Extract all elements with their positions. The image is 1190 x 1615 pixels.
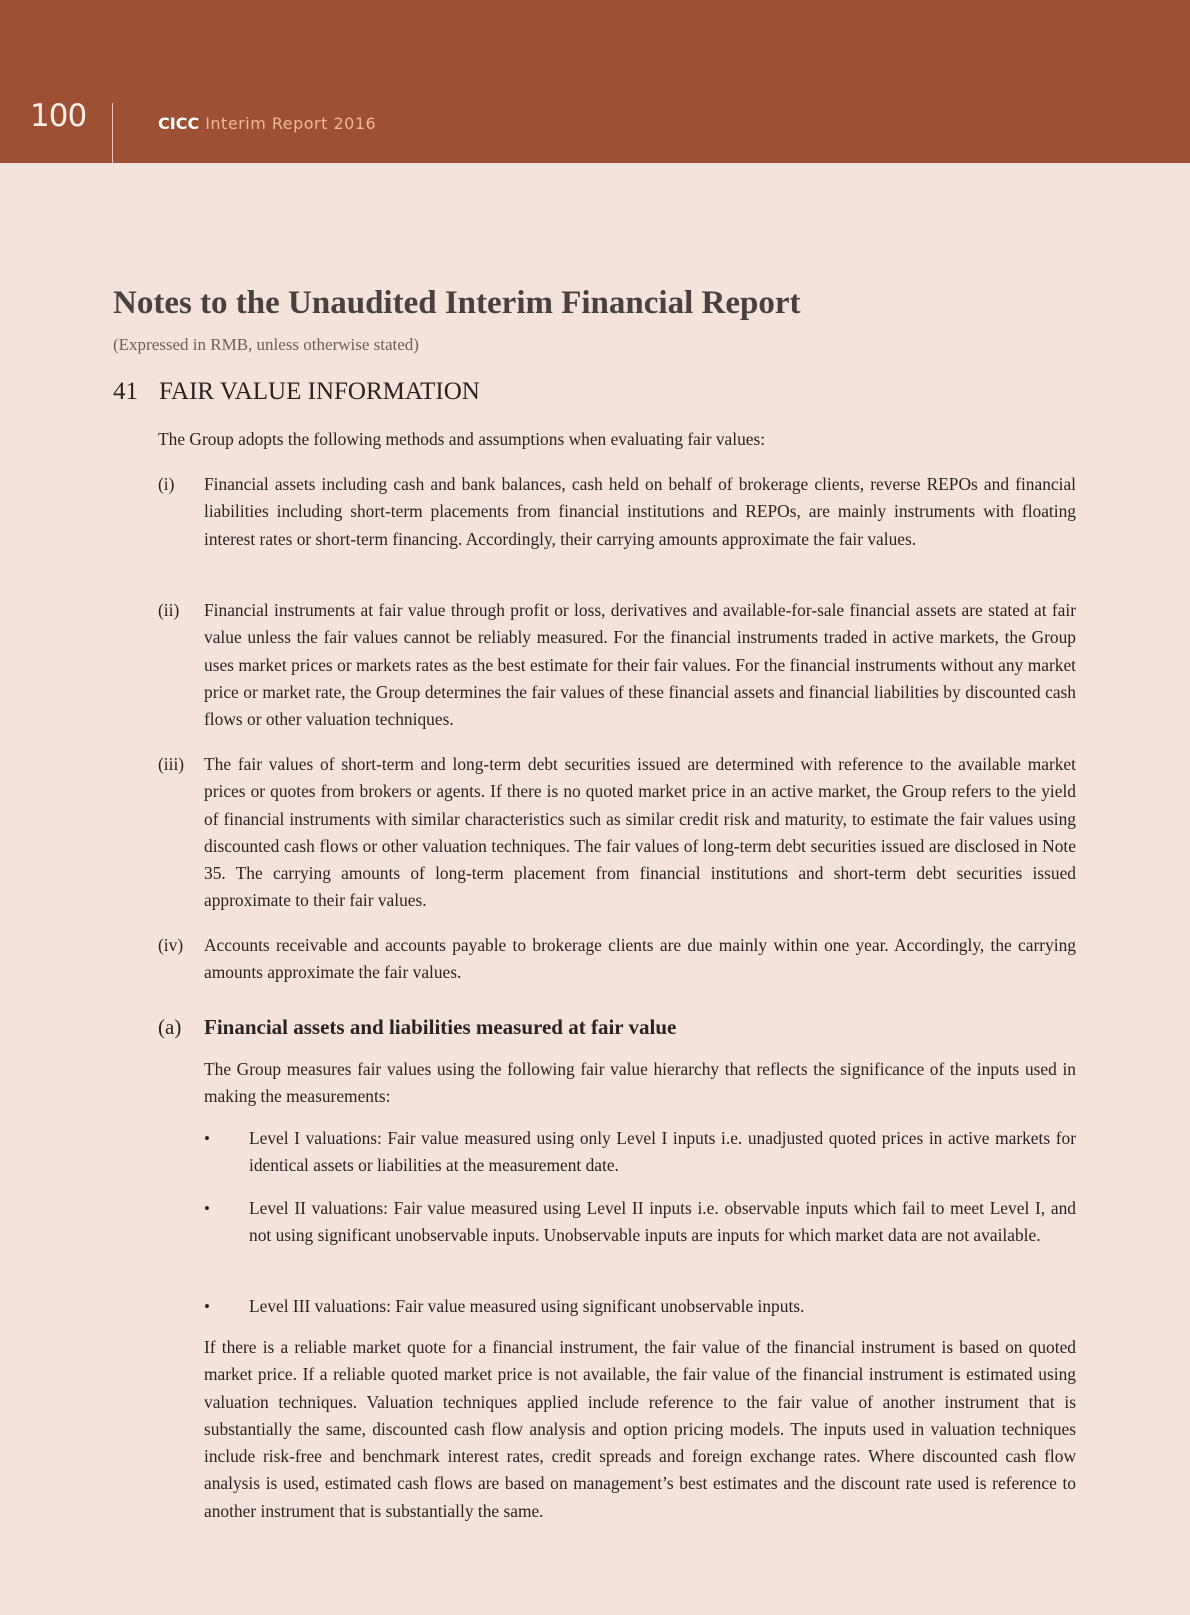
bullet-text: Level II valuations: Fair value measured using Level II inputs i.e. observable inputs which fail to meet Level I, and not using significant unobservable inputs. Unobservable inputs are inputs for which market data are not available. bbox=[249, 1198, 1076, 1246]
bullet-icon: • bbox=[204, 1129, 210, 1148]
bullet-text: Level III valuations: Fair value measured using significant unobservable inputs. bbox=[249, 1296, 805, 1316]
subsection-marker: (a) bbox=[158, 1015, 182, 1039]
list-item-marker: (iii) bbox=[158, 754, 185, 774]
list-item bbox=[158, 471, 1076, 553]
report-name: Interim Report 2016 bbox=[205, 114, 377, 133]
list-item bbox=[158, 751, 1076, 915]
list-item-text: Financial assets including cash and bank balances, cash held on behalf of brokerage clients, reverse REPOs and financial liabilities including short-term placements from financial institutions and REPOs, are mainly instruments with floating interest rates or short-term financing. Accordingly, their carrying amounts approximate the fair values. bbox=[204, 474, 1076, 549]
bullet-item bbox=[204, 1125, 1076, 1180]
page-number: 100 bbox=[30, 98, 87, 134]
header-divider bbox=[112, 103, 113, 163]
bullet-item bbox=[204, 1195, 1076, 1250]
list-item bbox=[158, 932, 1076, 987]
section-title: FAIR VALUE INFORMATION bbox=[159, 378, 480, 405]
closing-paragraph: If there is a reliable market quote for a financial instrument, the fair value of the financial instrument is based on quoted market price. If a reliable quoted market price is not available, the fair value of the financial instrument is estimated using valuation techniques. Valuation techniques applied include reference to the fair value of another instrument that is substantially the same, discounted cash flow analysis and option pricing models. The inputs used in valuation techniques include risk-free and benchmark interest rates, credit spreads and foreign exchange rates. Where discounted cash flow analysis is used, estimated cash flows are based on management’s best estimates and the discount rate used is reference to another instrument that is substantially the same. bbox=[204, 1337, 1076, 1521]
bullet-icon: • bbox=[204, 1297, 210, 1316]
header-band bbox=[0, 0, 1190, 163]
list-item bbox=[158, 597, 1076, 733]
subsection-heading bbox=[158, 1015, 676, 1040]
brand-name: CICC bbox=[158, 114, 200, 133]
list-item-marker: (iv) bbox=[158, 935, 184, 955]
subsection-title: Financial assets and liabilities measured at fair value bbox=[204, 1015, 677, 1039]
section-intro: The Group adopts the following methods and assumptions when evaluating fair values: bbox=[158, 429, 766, 449]
header-brand bbox=[158, 114, 376, 133]
bullet-icon: • bbox=[204, 1199, 210, 1218]
list-item-marker: (ii) bbox=[158, 600, 180, 620]
list-item-text: The fair values of short-term and long-term debt securities issued are determined with reference to the available market prices or quotes from brokers or agents. If there is no quoted market price in an active market, the Group refers to the yield of financial instruments with similar characteristics such as similar credit risk and maturity, to estimate the fair values using discounted cash flows or other valuation techniques. The fair values of long-term debt securities issued are disclosed in Note 35. The carrying amounts of long-term placement from financial institutions and short-term debt securities issued approximate to their fair values. bbox=[204, 754, 1076, 911]
list-item-text: Accounts receivable and accounts payable to brokerage clients are due mainly within one year. Accordingly, the carrying amounts approximate the fair values. bbox=[204, 935, 1076, 983]
page-title: Notes to the Unaudited Interim Financial Report bbox=[113, 285, 801, 321]
list-item-text: Financial instruments at fair value through profit or loss, derivatives and available-for-sale financial assets are stated at fair value unless the fair values cannot be reliably measured. For the financial instruments traded in active markets, the Group uses market prices or markets rates as the best estimate for their fair values. For the financial instruments without any market price or market rate, the Group determines the fair values of these financial assets and financial liabilities by discounted cash flows or other valuation techniques. bbox=[204, 600, 1076, 730]
section-number: 41 bbox=[113, 378, 138, 405]
list-item-marker: (i) bbox=[158, 474, 175, 494]
section-heading bbox=[113, 378, 480, 406]
bullet-text: Level I valuations: Fair value measured using only Level I inputs i.e. unadjusted quoted prices in active markets for identical assets or liabilities at the measurement date. bbox=[249, 1128, 1076, 1176]
page-subtitle: (Expressed in RMB, unless otherwise stated) bbox=[113, 335, 419, 354]
subsection-intro: The Group measures fair values using the following fair value hierarchy that reflects the significance of the inputs used in making the measurements: bbox=[204, 1059, 1076, 1107]
bullet-item bbox=[204, 1293, 1076, 1320]
